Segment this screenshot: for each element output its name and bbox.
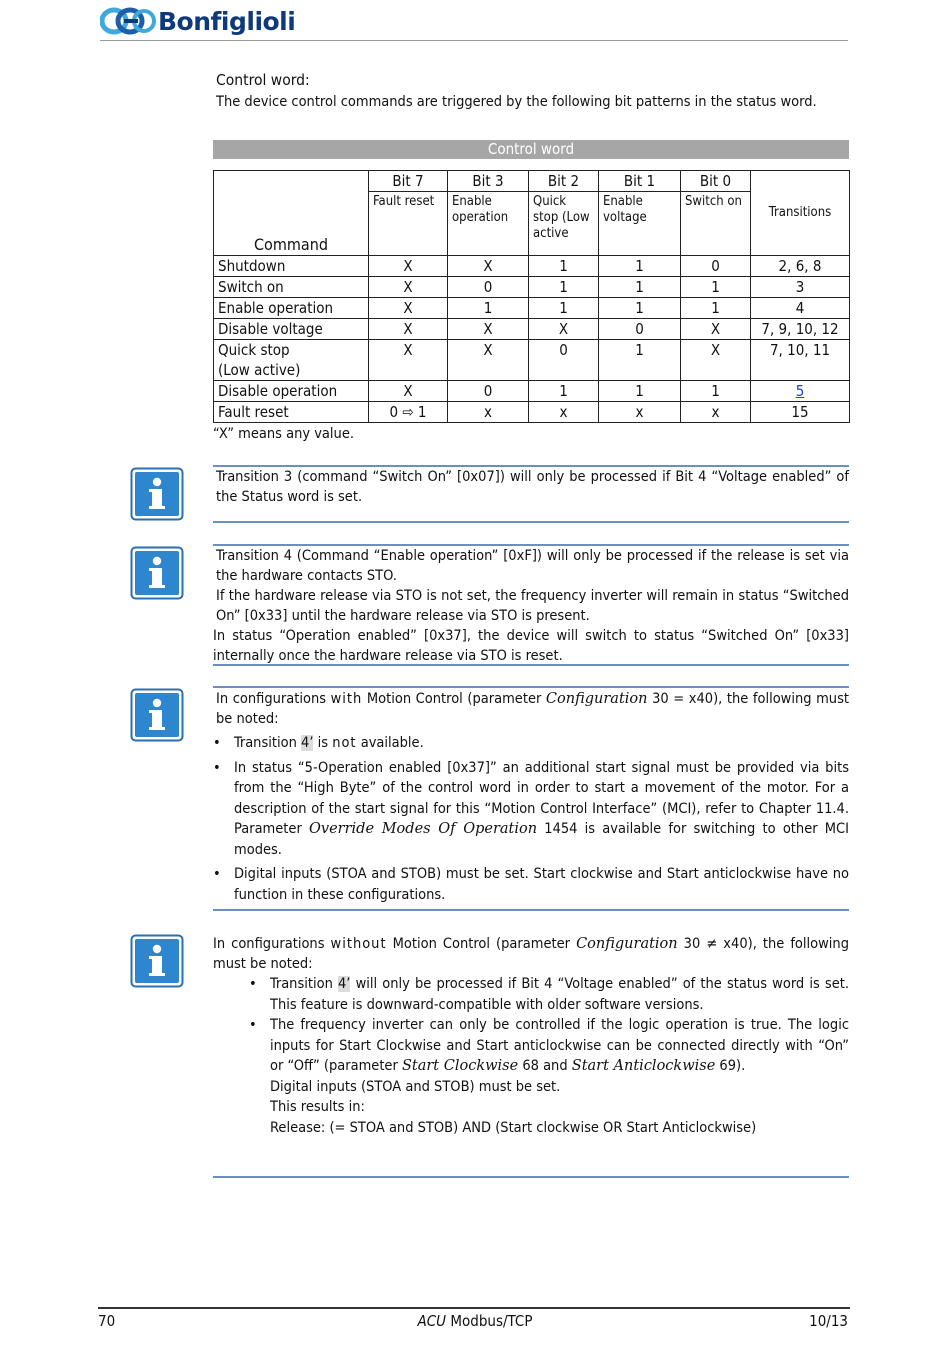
product-name: ACU xyxy=(417,1312,447,1330)
highlighted-text: 4’ xyxy=(338,976,351,992)
text-run: 69). xyxy=(715,1058,746,1074)
info-note-transition-3: Transition 3 (command “Switch On” [0x07]) will only be processed if Bit 4 “Voltage enabled” of the Status word is set. xyxy=(216,469,849,505)
cell-bit2: 1 xyxy=(529,298,599,319)
emphasis: with xyxy=(330,691,363,707)
note-paragraph: Transition 4 (Command “Enable operation” [0xF]) will only be processed if the release is set via the hardware contacts STO. xyxy=(216,548,849,584)
table-row xyxy=(214,298,850,319)
cell-bit1: x xyxy=(599,402,681,423)
list-item xyxy=(249,1015,849,1138)
subheader-bit3: Enable operation xyxy=(448,192,529,256)
release-formula: Release: (= STOA and STOB) AND (Start clockwise OR Start Anticlockwise) xyxy=(270,1119,757,1136)
note-paragraph: If the hardware release via STO is not set, the frequency inverter will remain in status “Switched On” [0x33] until the hardware release via STO is present. xyxy=(216,588,849,624)
cell-transitions: 4 xyxy=(751,298,850,319)
cell-bit1: 1 xyxy=(599,381,681,402)
header-transitions: Transitions xyxy=(751,171,850,256)
cell-bit7: X xyxy=(369,277,448,298)
table-banner: Control word xyxy=(213,140,849,159)
document-date: 10/13 xyxy=(809,1312,848,1330)
info-divider-bottom xyxy=(213,909,849,911)
cell-bit0: 1 xyxy=(681,381,751,402)
cell-bit7: X xyxy=(369,256,448,277)
cell-bit0: 0 xyxy=(681,256,751,277)
cell-bit0: x xyxy=(681,402,751,423)
cell-bit0: 1 xyxy=(681,277,751,298)
header-bit2: Bit 2 xyxy=(529,171,599,192)
cell-bit2: 0 xyxy=(529,340,599,381)
text-run: The frequency inverter can only be controlled if the logic operation is true. The logic inputs for Start Clockwise and Start anticlockwise can be connected directly with “On” or “Off” (parameter xyxy=(270,1017,849,1074)
note-bullet-list xyxy=(213,733,849,905)
text-run: 30 ≠ x40), the following must be noted: xyxy=(213,936,849,972)
table-row xyxy=(214,340,850,381)
text-run: Digital inputs (STOA and STOB) must be set. xyxy=(270,1078,561,1095)
info-icon xyxy=(130,467,184,521)
cell-bit2: x xyxy=(529,402,599,423)
header-command: Command xyxy=(214,171,369,256)
table-row xyxy=(214,277,850,298)
cell-bit7: 0 ⇨ 1 xyxy=(369,402,448,423)
cell-command: Shutdown xyxy=(214,256,369,277)
document-name: Modbus/TCP xyxy=(446,1312,533,1330)
cell-bit1: 0 xyxy=(599,319,681,340)
info-icon xyxy=(130,934,184,988)
info-note-without-motion-control xyxy=(213,934,849,1138)
info-note-with-motion-control xyxy=(216,689,849,905)
cell-bit3: X xyxy=(448,256,529,277)
highlighted-text: 4’ xyxy=(301,735,314,751)
brand-name: Bonfiglioli xyxy=(158,6,296,36)
cell-bit3: x xyxy=(448,402,529,423)
emphasis: without xyxy=(330,936,387,952)
table-row xyxy=(214,381,850,402)
text-run: will only be processed if Bit 4 “Voltage enabled” of the status word is set. This feature is downward-compatible with older software versions. xyxy=(270,976,849,1013)
text-run: In configurations xyxy=(216,691,331,707)
subheader-bit1: Enable voltage xyxy=(599,192,681,256)
control-word-table xyxy=(213,170,850,423)
info-divider-bottom xyxy=(213,1176,849,1178)
header-bit1: Bit 1 xyxy=(599,171,681,192)
cell-transitions: 3 xyxy=(751,277,850,298)
table-row xyxy=(214,256,850,277)
cell-bit2: X xyxy=(529,319,599,340)
section-heading: Control word: xyxy=(216,71,310,89)
table-header-row xyxy=(214,171,850,192)
transition-link[interactable]: 5 xyxy=(795,382,805,400)
parameter-name: Configuration xyxy=(545,691,648,707)
intro-paragraph: The device control commands are triggered by the following bit patterns in the status word. xyxy=(216,94,817,110)
note-bullet-list xyxy=(249,974,849,1138)
header-divider xyxy=(100,40,848,41)
table-note: “X” means any value. xyxy=(213,426,354,442)
text-run: is xyxy=(313,735,333,751)
note-lead xyxy=(213,934,849,974)
cell-bit0: 1 xyxy=(681,298,751,319)
text-run: Transition xyxy=(234,735,302,751)
cell-transitions: 7, 9, 10, 12 xyxy=(751,319,850,340)
text-run: Motion Control (parameter xyxy=(386,936,577,952)
text-run: In status “5-Operation enabled [0x37]” an additional start signal must be provided via bits from the “High Byte” of the control word in order to start a movement of the motor. For a description of the start signal for this “Motion Control Interface” (MCI), refer to Chapter 11.4. Parameter xyxy=(234,759,849,837)
note-paragraph: In status “Operation enabled” [0x37], the device will switch to status “Switched On” [0x33] internally once the hardware release via STO is reset. xyxy=(213,628,849,664)
info-divider-bottom xyxy=(213,664,849,666)
parameter-name: Start Anticlockwise xyxy=(571,1058,716,1074)
cell-bit3: 0 xyxy=(448,381,529,402)
cell-bit7: X xyxy=(369,319,448,340)
page-number: 70 xyxy=(98,1312,116,1330)
parameter-name: Configuration xyxy=(576,936,678,952)
text-run: available. xyxy=(356,735,424,751)
cell-bit1: 1 xyxy=(599,298,681,319)
document-title xyxy=(0,1312,950,1330)
cell-bit3: 1 xyxy=(448,298,529,319)
cell-bit1: 1 xyxy=(599,340,681,381)
command-qualifier: (Low active) xyxy=(218,361,301,379)
cell-bit0: X xyxy=(681,340,751,381)
company-logo xyxy=(100,6,295,36)
cell-transitions: 2, 6, 8 xyxy=(751,256,850,277)
cell-transitions: 15 xyxy=(751,402,850,423)
text-run: 1454 is available for switching to other MCI modes. xyxy=(234,821,849,858)
header-bit3: Bit 3 xyxy=(448,171,529,192)
list-item xyxy=(249,974,849,1015)
table-row xyxy=(214,319,850,340)
info-note-transition-4 xyxy=(213,546,849,666)
subheader-bit2: Quick stop (Low active xyxy=(529,192,599,256)
cell-command: Fault reset xyxy=(214,402,369,423)
parameter-name: Override Modes Of Operation xyxy=(309,821,538,837)
text-run: 30 = x40), the following must be noted: xyxy=(216,691,849,727)
cell-bit3: X xyxy=(448,340,529,381)
emphasis: not xyxy=(332,735,357,751)
bonfiglioli-logo-icon xyxy=(100,6,156,36)
parameter-name: Start Clockwise xyxy=(401,1058,519,1074)
subheader-bit7: Fault reset xyxy=(369,192,448,256)
note-lead xyxy=(216,689,849,729)
info-icon xyxy=(130,546,184,600)
cell-bit7: X xyxy=(369,340,448,381)
cell-command: Disable voltage xyxy=(214,319,369,340)
cell-bit7: X xyxy=(369,381,448,402)
footer-divider xyxy=(98,1307,850,1309)
cell-transitions xyxy=(751,381,850,402)
text-run: Transition xyxy=(270,976,338,992)
text-run: Motion Control (parameter xyxy=(362,691,546,707)
header-bit0: Bit 0 xyxy=(681,171,751,192)
text-run: 68 and xyxy=(518,1058,572,1074)
info-icon xyxy=(130,688,184,742)
cell-command xyxy=(214,340,369,381)
header-bit7: Bit 7 xyxy=(369,171,448,192)
cell-bit3: X xyxy=(448,319,529,340)
command-name: Quick stop xyxy=(218,341,290,359)
subheader-bit0: Switch on xyxy=(681,192,751,256)
list-item xyxy=(213,733,849,754)
cell-bit1: 1 xyxy=(599,256,681,277)
info-divider-top xyxy=(213,686,849,688)
cell-bit2: 1 xyxy=(529,277,599,298)
cell-command: Switch on xyxy=(214,277,369,298)
cell-command: Disable operation xyxy=(214,381,369,402)
cell-bit2: 1 xyxy=(529,381,599,402)
info-divider-bottom xyxy=(213,521,849,523)
text-run: This results in: xyxy=(270,1099,365,1115)
cell-bit1: 1 xyxy=(599,277,681,298)
list-item: • Digital inputs (STOA and STOB) must be set. Start clockwise and Start anticlockwise have no function in these configurations. xyxy=(213,864,849,905)
table-row xyxy=(214,402,850,423)
text-run: In configurations xyxy=(213,936,331,952)
cell-bit3: 0 xyxy=(448,277,529,298)
cell-bit7: X xyxy=(369,298,448,319)
cell-transitions: 7, 10, 11 xyxy=(751,340,850,381)
cell-bit0: X xyxy=(681,319,751,340)
cell-bit2: 1 xyxy=(529,256,599,277)
list-item xyxy=(213,758,849,861)
cell-command: Enable operation xyxy=(214,298,369,319)
